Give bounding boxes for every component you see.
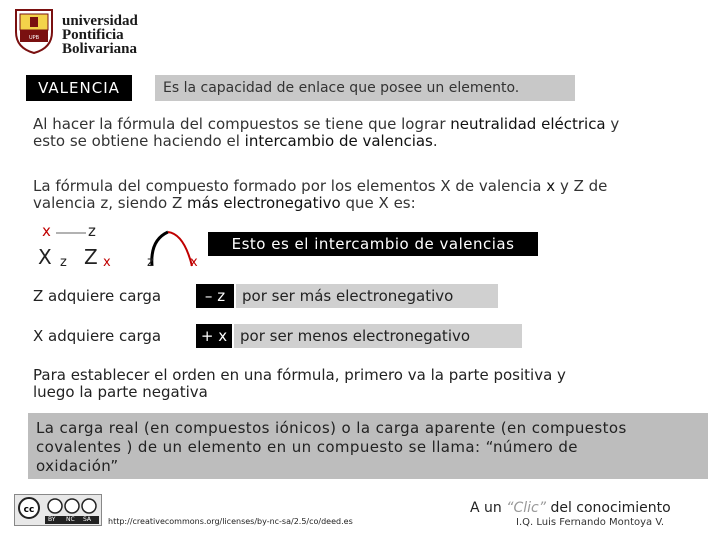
z-charge-label: Z adquiere carga xyxy=(33,287,162,305)
formula-connector-icon xyxy=(52,226,92,240)
footer-tagline xyxy=(470,500,671,516)
cc-label-sa: SA xyxy=(83,516,92,523)
emphasis: más electronegativo xyxy=(187,194,341,212)
logo-line-1: universidad xyxy=(62,13,138,29)
definition-box: Es la capacidad de enlace que posee un elemento. xyxy=(155,75,575,101)
text: . xyxy=(432,132,438,150)
text: covalentes ) de un elemento en un compuesto se llama: “número de xyxy=(36,438,578,456)
emphasis: intercambio de valencias xyxy=(244,132,433,150)
valencia-tag: VALENCIA xyxy=(26,75,132,101)
z-charge-sign: – z xyxy=(196,284,234,308)
paragraph-neutrality xyxy=(33,116,693,150)
license-link[interactable]: http://creativecommons.org/licenses/by-nc-sa/2.5/co/deed.es xyxy=(108,517,353,526)
text: Al hacer la fórmula del compuestos se tiene que lograr xyxy=(33,115,446,133)
svg-text:cc: cc xyxy=(23,505,35,515)
formula-X: X xyxy=(38,245,52,269)
text: valencia z, siendo Z xyxy=(33,194,183,212)
order-paragraph xyxy=(33,367,693,401)
text: y xyxy=(610,115,620,133)
svg-text:UPB: UPB xyxy=(28,35,40,41)
logo-line-2: Pontificia xyxy=(62,27,124,43)
paragraph-formula-intro xyxy=(33,178,693,212)
text: del conocimiento xyxy=(550,500,671,516)
text: oxidación” xyxy=(36,457,119,475)
creative-commons-by-nc-sa-icon[interactable] xyxy=(14,494,102,526)
logo-line-3: Bolivariana xyxy=(62,41,138,57)
formula-sub-x: x xyxy=(103,255,111,270)
text: Para establecer el orden en una fórmula, primero va la parte positiva y xyxy=(33,366,566,384)
cc-label-by: BY xyxy=(48,516,56,523)
text: A un xyxy=(470,500,502,516)
formula-top-z: z xyxy=(88,222,96,240)
text: esto se obtiene haciendo el xyxy=(33,132,240,150)
formula-top-x: x xyxy=(42,222,51,240)
text: y Z de xyxy=(559,177,608,195)
footer-author: I.Q. Luis Fernando Montoya V. xyxy=(516,517,665,528)
university-logo xyxy=(62,14,138,56)
university-shield-icon xyxy=(14,8,54,54)
z-charge-reason: por ser más electronegativo xyxy=(236,284,498,308)
x-charge-sign: + x xyxy=(196,324,232,348)
emphasis: x xyxy=(546,177,556,195)
exchange-banner: Esto es el intercambio de valencias xyxy=(208,232,538,256)
oxidation-definition-block xyxy=(28,413,708,479)
cc-label-nc: NC xyxy=(66,516,75,523)
text: que X es: xyxy=(345,194,416,212)
formula-swap-x: x xyxy=(190,255,198,270)
x-charge-label: X adquiere carga xyxy=(33,327,162,345)
formula-swap-z: z xyxy=(147,255,154,270)
text: “Clic” xyxy=(506,500,546,516)
text: La carga real (en compuestos iónicos) o la carga aparente (en compuestos xyxy=(36,419,627,437)
formula-Z: Z xyxy=(84,245,98,269)
x-charge-reason: por ser menos electronegativo xyxy=(234,324,522,348)
text: La fórmula del compuesto formado por los elementos X de valencia xyxy=(33,177,542,195)
emphasis: neutralidad eléctrica xyxy=(450,115,606,133)
text: luego la parte negativa xyxy=(33,383,208,401)
formula-sub-z: z xyxy=(60,255,67,270)
